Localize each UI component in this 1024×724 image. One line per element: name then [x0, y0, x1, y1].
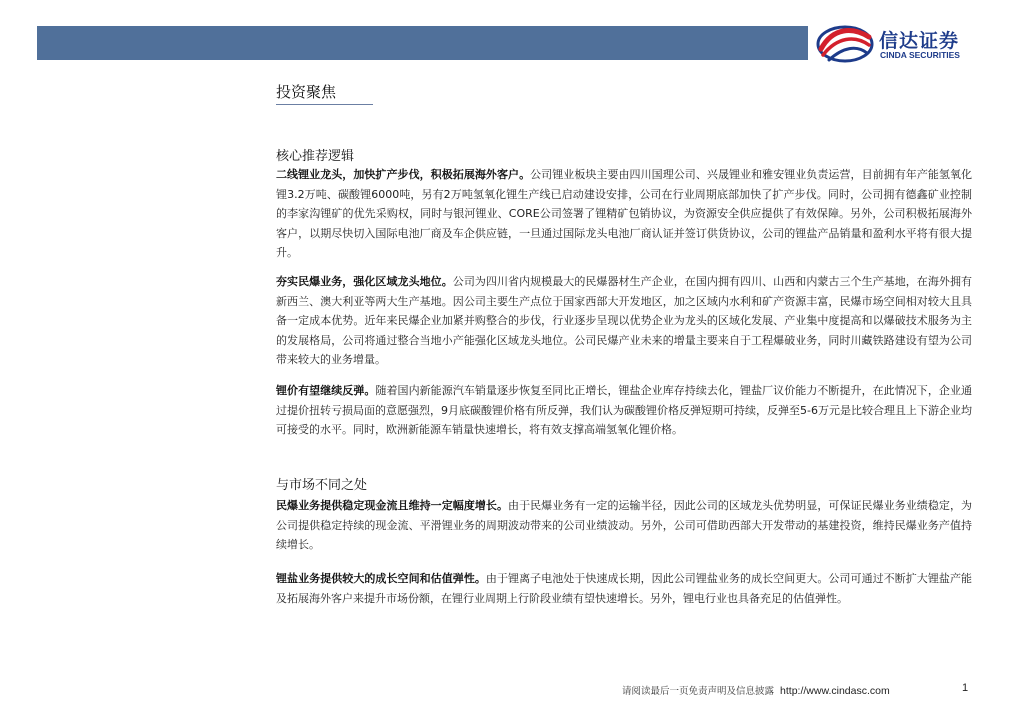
- title-underline: [276, 104, 373, 105]
- paragraph-civil-explosives: [276, 272, 972, 370]
- footer-website-link[interactable]: http://www.cindasc.com: [780, 685, 890, 697]
- cinda-logo-mark-icon: [815, 23, 875, 65]
- page-number: 1: [962, 682, 969, 694]
- paragraph-stable-cashflow: [276, 496, 972, 555]
- paragraph-lead: 锂盐业务提供较大的成长空间和估值弹性。: [276, 572, 486, 585]
- section-heading-market-difference: 与市场不同之处: [276, 478, 368, 493]
- page-title: 投资聚焦: [276, 83, 337, 101]
- footer-disclaimer: [622, 683, 890, 697]
- paragraph-body: 由于民爆业务有一定的运输半径，因此公司的区域龙头优势明显，可保证民爆业务业绩稳定，为公司提供稳定持续的现金流、平滑锂业务的周期波动带来的公司业绩波动。另外，公司可借助西部大开发带动的基建投资，维持民爆业务产值持续增长。: [276, 499, 972, 552]
- paragraph-body: 公司锂业板块主要由四川国理公司、兴晟锂业和雅安锂业负责运营，目前拥有年产能氢氧化锂3.2万吨、碳酸锂6000吨，另有2万吨氢氧化锂生产线已启动建设安排，公司在行业周期底部加快了扩产步伐。同时，公司拥有德鑫矿业控制的李家沟锂矿的优先采购权，同时与银河锂业、CORE公司签署了锂精矿包销协议，为资源安全供应提供了有效保障。另外，公司积极拓展海外客户，以期尽快切入国际电池厂商及车企供应链，一旦通过国际龙头电池厂商认证并签订供货协议，公司的锂盐产品销量和盈利水平将有很大提升。: [276, 168, 973, 260]
- paragraph-growth-space: [276, 569, 972, 608]
- paragraph-body: 由于锂离子电池处于快速成长期，因此公司锂盐业务的成长空间更大。公司可通过不断扩大锂盐产能及拓展海外客户来提升市场份额，在锂行业周期上行阶段业绩有望快速增长。另外，锂电行业也具备充足的估值弹性。: [276, 572, 972, 605]
- paragraph-body: 随着国内新能源汽车销量逐步恢复至同比正增长，锂盐企业库存持续去化，锂盐厂议价能力不断提升，在此情况下，企业通过提价扭转亏损局面的意愿强烈，9月底碳酸锂价格有所反弹，我们认为碳酸锂价格反弹短期可持续，反弹至5-6万元是比较合理且上下游企业均可接受的水平。同时，欧洲新能源车销量快速增长，将有效支撑高端氢氧化锂价格。: [276, 384, 972, 437]
- paragraph-lithium-price: [276, 381, 972, 440]
- section-heading-core-logic: 核心推荐逻辑: [276, 149, 355, 164]
- logo-english-name: CINDA SECURITIES: [880, 50, 960, 60]
- paragraph-lead: 二线锂业龙头，加快扩产步伐，积极拓展海外客户。: [276, 168, 531, 181]
- logo-chinese-name: 信达证券: [879, 30, 960, 52]
- paragraph-lithium-leader: [276, 165, 972, 263]
- cinda-logo: [815, 23, 995, 65]
- paragraph-lead: 锂价有望继续反弹。: [276, 384, 376, 397]
- paragraph-lead: 夯实民爆业务，强化区域龙头地位。: [276, 275, 453, 288]
- paragraph-body: 公司为四川省内规模最大的民爆器材生产企业，在国内拥有四川、山西和内蒙古三个生产基地，在海外拥有新西兰、澳大利亚等两大生产基地。因公司主要生产点位于国家西部大开发地区，加之区域内水利和矿产资源丰富，民爆市场空间相对较大且具备一定成本优势。近年来民爆企业加紧并购整合的步伐，行业逐步呈现以优势企业为龙头的区域化发展、产业集中度提高和以爆破技术服务为主的发展格局，公司将通过整合当地小产能强化区域龙头地位。公司民爆产业未来的增量主要来自于工程爆破业务，同时川藏铁路建设有望为公司带来较大的业务增量。: [276, 275, 973, 367]
- paragraph-lead: 民爆业务提供稳定现金流且维持一定幅度增长。: [276, 499, 509, 512]
- header-bar: [37, 26, 808, 60]
- footer-disclaimer-text: 请阅读最后一页免责声明及信息披露: [622, 686, 775, 697]
